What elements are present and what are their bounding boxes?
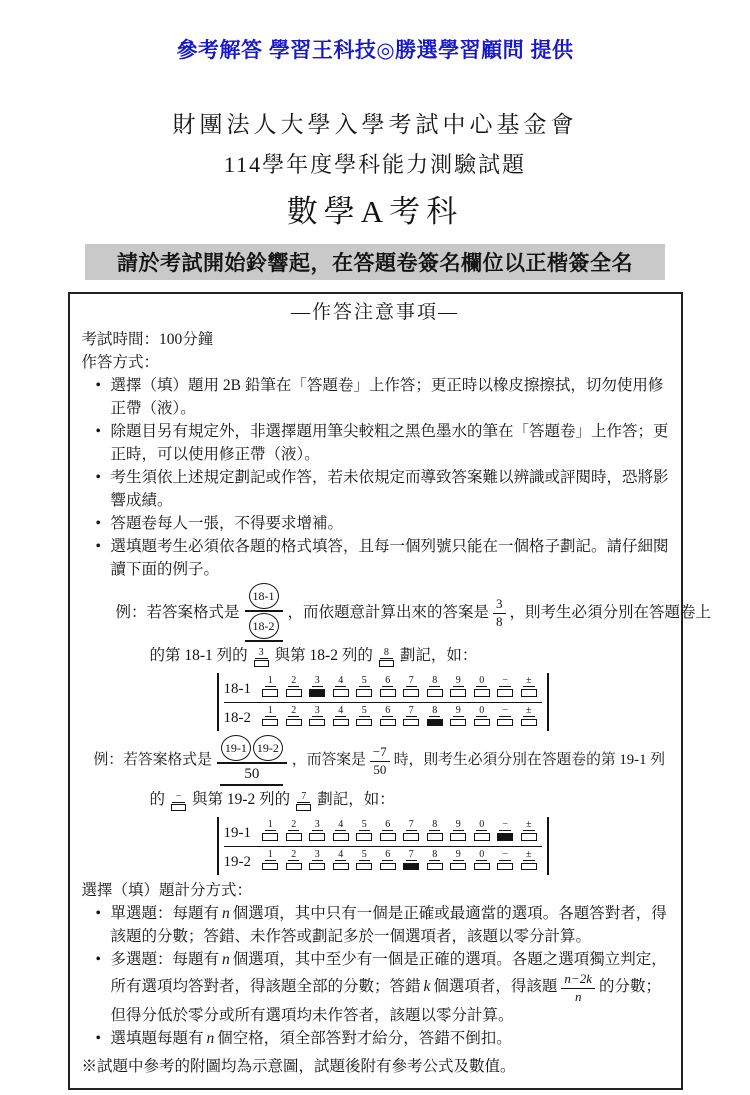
bullet-text: 選填題考生必須依各題的格式填答，且每一個列號只能在一個格子劃記。請仔細閱讀下面的例子。	[110, 538, 669, 578]
mark-cell	[517, 820, 541, 841]
bullet-text	[111, 902, 671, 948]
example-18-line2	[150, 644, 671, 667]
mark-glyph-8	[379, 648, 394, 667]
cell-digit: 3	[312, 850, 323, 861]
math-var-n: n	[206, 1030, 215, 1048]
multi-p4: 的分數；但得分低於零分或所有選項均未作答者，該題以零分計算。	[110, 978, 661, 1025]
answer-grid-row	[224, 846, 542, 876]
cell-box	[521, 833, 537, 841]
cell-box	[380, 719, 396, 727]
bullet-marker: •	[95, 1030, 101, 1048]
cell-box	[286, 833, 302, 841]
mark-cell	[353, 676, 377, 697]
example-18-line2-c: 劃記，如：	[399, 647, 478, 664]
cell-digit: −	[499, 706, 511, 717]
mark-cell	[400, 850, 424, 871]
cell-digit: 3	[312, 706, 323, 717]
fill-p2: 個空格，須全部答對才給分，答錯不倒扣。	[217, 1030, 512, 1048]
grid-row-label: 18-2	[223, 710, 251, 726]
mark-cell	[470, 676, 494, 697]
cell-digit: 2	[288, 850, 299, 861]
cell-box	[521, 719, 537, 727]
bullet-marker: •	[95, 951, 101, 968]
cell-digit: 7	[406, 850, 417, 861]
mark-glyph-digit: 3	[255, 648, 268, 659]
bullet-text: 除題目另有規定外，非選擇題用筆尖較粗之黑色墨水的筆在「答題卷」上作答；更正時，可以使用修正帶（液）。	[110, 423, 669, 463]
cell-digit: 9	[453, 850, 464, 861]
mark-glyph-3	[254, 648, 269, 667]
mark-cell	[306, 706, 330, 727]
cell-box	[497, 719, 513, 727]
cell-digit: 0	[476, 850, 487, 861]
cell-digit: 5	[359, 706, 370, 717]
bullet-marker: •	[95, 905, 101, 922]
mark-glyph-digit: 8	[380, 648, 393, 659]
cell-digit: 7	[406, 820, 417, 831]
cell-box	[356, 689, 372, 697]
mark-cell	[400, 820, 424, 841]
cell-digit: 2	[288, 706, 299, 717]
cell-digit: 4	[335, 820, 346, 831]
cell-box	[474, 689, 490, 697]
grid-row-label: 18-1	[223, 680, 251, 697]
cell-digit: 5	[359, 820, 370, 831]
cell-digit: 2	[288, 820, 299, 831]
mark-cell	[376, 820, 400, 841]
cell-digit: 9	[453, 820, 464, 831]
cell-digit: ±	[523, 850, 535, 861]
cell-box	[403, 863, 419, 871]
cell-box	[356, 863, 372, 871]
mark-glyph-7	[296, 792, 311, 811]
mark-glyph-minus	[171, 792, 186, 811]
bullet-text	[111, 1027, 671, 1050]
cell-digit: 7	[406, 706, 417, 717]
cell-box	[309, 863, 325, 871]
mark-cell	[329, 676, 353, 697]
answer-fraction-neg7-50	[370, 744, 390, 777]
mark-cell	[282, 706, 306, 727]
field-label-19-1: 19-1	[221, 735, 251, 761]
mark-cell	[329, 820, 353, 841]
cell-digit: 4	[335, 676, 346, 687]
cell-digit: 6	[382, 850, 393, 861]
cell-box	[380, 689, 396, 697]
example-19-line	[94, 735, 671, 786]
scoring-bullet-single	[96, 902, 671, 948]
example-18-line2-b: 與第 18-2 列的	[274, 647, 373, 664]
method-bullet-5	[96, 535, 671, 581]
fraction-denominator: n	[574, 988, 582, 1004]
method-bullet-2	[96, 420, 671, 466]
cell-box	[309, 719, 325, 727]
fraction-numerator: 3	[493, 596, 506, 614]
bullet-marker: •	[95, 377, 101, 394]
cell-box	[286, 719, 302, 727]
math-var-n: n	[222, 905, 230, 922]
mark-cell	[447, 676, 471, 697]
mark-cell	[376, 676, 400, 697]
example-18-line	[115, 583, 712, 642]
title-block	[0, 106, 750, 231]
fill-p1: 選填題每題有	[110, 1030, 204, 1048]
cell-box	[380, 863, 396, 871]
cell-box	[521, 689, 537, 697]
example-19-suffix: 時，則考生必須分別在答題卷的第 19-1 列	[393, 752, 666, 768]
cell-digit: 0	[476, 820, 487, 831]
cell-digit: 8	[429, 850, 440, 861]
bullet-text	[111, 948, 671, 1027]
cell-box	[333, 689, 349, 697]
bullet-marker: •	[95, 515, 101, 532]
mark-cell	[329, 850, 353, 871]
cell-box	[474, 863, 490, 871]
grid-row-label: 19-1	[223, 824, 251, 841]
cell-digit: 3	[312, 676, 323, 687]
answer-grid-row	[224, 673, 542, 702]
mark-cell	[494, 676, 518, 697]
cell-box	[262, 863, 278, 871]
single-p2: 個選項，其中只有一個是正確或最適當的選項。各題答對者，得該題的分數；答錯、未作答或劃記多於一個選項者，該題以零分計算。	[110, 905, 667, 945]
cell-digit: 3	[312, 820, 323, 831]
mark-cell	[306, 850, 330, 871]
cell-digit: 0	[476, 676, 487, 687]
exam-time-line: 考試時間：100分鐘	[81, 331, 214, 348]
format-blank-bottom	[245, 613, 283, 642]
mark-cell	[447, 850, 471, 871]
mark-cell	[517, 676, 541, 697]
mark-cell	[353, 820, 377, 841]
cell-box	[286, 863, 302, 871]
cell-digit: 8	[429, 706, 440, 717]
format-blank-top	[217, 735, 287, 764]
mark-cell	[470, 706, 494, 727]
cell-box	[380, 833, 396, 841]
cell-box	[333, 833, 349, 841]
method-bullet-1	[96, 374, 671, 420]
answer-format-figure-18	[245, 583, 283, 642]
footnote-line: ※試題中參考的附圖均為示意圖，試題後附有參考公式及數值。	[81, 1058, 516, 1076]
answer-grid-18	[217, 673, 549, 731]
mark-cell	[494, 706, 518, 727]
example-19-line2-b: 與第 19-2 列的	[192, 791, 291, 808]
subject-title: 數學A考科	[286, 194, 464, 229]
mark-cell	[259, 706, 283, 727]
math-var-k: k	[423, 978, 431, 996]
math-var-n: n	[222, 951, 230, 968]
cell-box	[521, 863, 537, 871]
cell-box	[450, 833, 466, 841]
scoring-bullet-fill	[96, 1027, 671, 1050]
mark-cell	[423, 850, 447, 871]
cell-digit: 4	[335, 850, 346, 861]
cell-digit: 8	[429, 676, 440, 687]
cell-box	[450, 719, 466, 727]
score-fraction	[561, 971, 595, 1004]
example-19-line2-a: 的	[149, 791, 166, 808]
example-19-mid: ，而答案是	[291, 752, 366, 768]
answer-grid-row	[224, 702, 542, 732]
cell-digit: 9	[453, 706, 464, 717]
field-label-19-2: 19-2	[253, 735, 283, 761]
mark-cell	[400, 676, 424, 697]
fraction-numerator: −7	[370, 744, 390, 762]
mark-glyph-box	[254, 660, 269, 667]
cell-box	[497, 833, 513, 841]
cell-box	[309, 689, 325, 697]
mark-cell	[282, 850, 306, 871]
cell-box	[262, 833, 278, 841]
mark-cell	[353, 706, 377, 727]
single-p1: 單選題：每題有	[110, 905, 220, 922]
cell-digit: 2	[288, 676, 299, 687]
cell-box	[497, 689, 513, 697]
answer-grid-row	[224, 817, 542, 846]
cell-box	[356, 719, 372, 727]
cell-digit: 1	[265, 820, 276, 831]
exam-year-title: 114學年度學科能力測驗試題	[223, 152, 527, 177]
cell-digit: 1	[265, 706, 276, 717]
multi-p2: 個選項，其中至少有一個是正確的選項。各題之選項獨立判定，所有選項均答對者，得該題全部的分數；答錯	[110, 951, 667, 996]
cell-box	[262, 689, 278, 697]
instructions-box	[68, 292, 712, 1090]
mark-glyph-box	[296, 804, 311, 811]
bullet-marker: •	[95, 538, 101, 555]
cell-digit: 6	[382, 820, 393, 831]
mark-glyph-digit: −	[172, 792, 186, 803]
cell-box	[286, 689, 302, 697]
answer-fraction-3-8	[493, 596, 506, 629]
mark-cell	[470, 850, 494, 871]
mark-cell	[306, 820, 330, 841]
organization-title: 財團法人大學入學考試中心基金會	[172, 112, 578, 137]
example-18-line2-a: 的第 18-1 列的	[149, 647, 248, 664]
cell-box	[403, 833, 419, 841]
signature-notice-bar: 請於考試開始鈴響起，在答題卷簽名欄位以正楷簽全名	[85, 244, 665, 280]
cell-digit: −	[499, 850, 511, 861]
mark-cell	[259, 850, 283, 871]
mark-cell	[376, 706, 400, 727]
mark-cell	[517, 850, 541, 871]
mark-cell	[447, 820, 471, 841]
format-denominator-50: 50	[220, 765, 283, 786]
bullet-marker: •	[95, 423, 101, 440]
answer-grid-19	[217, 817, 549, 875]
cell-box	[427, 863, 443, 871]
cell-box	[356, 833, 372, 841]
mark-cell	[353, 850, 377, 871]
provider-header: 參考解答 學習王科技◎勝選學習顧問 提供	[176, 39, 574, 62]
cell-box	[403, 689, 419, 697]
cell-box	[497, 863, 513, 871]
example-18-mid: ，而依題意計算出來的答案是	[287, 604, 490, 621]
mark-cell	[259, 820, 283, 841]
cell-box	[333, 863, 349, 871]
scoring-bullet-multi	[96, 948, 671, 1027]
cell-digit: ±	[523, 706, 535, 717]
multi-p1: 多選題：每題有	[110, 951, 220, 968]
mark-glyph-box	[379, 660, 394, 667]
cell-digit: 5	[359, 676, 370, 687]
mark-cell	[447, 706, 471, 727]
cell-digit: ±	[523, 820, 535, 831]
example-18-suffix: ，則考生必須分別在答題卷上	[509, 604, 712, 621]
cell-box	[403, 719, 419, 727]
field-label-18-2: 18-2	[249, 613, 279, 639]
cell-digit: 1	[265, 676, 276, 687]
answer-format-figure-19	[217, 735, 287, 786]
cell-digit: 4	[335, 706, 346, 717]
answer-method-label: 作答方式：	[81, 354, 160, 371]
cell-box	[309, 833, 325, 841]
cell-box	[474, 719, 490, 727]
mark-cell	[494, 850, 518, 871]
multi-p3: 個選項者，得該題	[433, 978, 558, 996]
cell-box	[427, 719, 443, 727]
cell-box	[450, 689, 466, 697]
example-19-line2-c: 劃記，如：	[317, 791, 395, 808]
fraction-denominator: 8	[496, 613, 503, 629]
cell-digit: 1	[265, 850, 276, 861]
cell-digit: 8	[429, 820, 440, 831]
cell-box	[427, 689, 443, 697]
mark-glyph-digit: 7	[297, 792, 310, 803]
cell-digit: −	[499, 820, 511, 831]
format-blank-top	[245, 583, 283, 612]
cell-box	[427, 833, 443, 841]
field-label-18-1: 18-1	[249, 583, 279, 609]
mark-cell	[376, 850, 400, 871]
method-bullet-4	[96, 512, 671, 535]
instructions-heading: —作答注意事項—	[290, 302, 459, 323]
grid-row-label: 19-2	[223, 854, 251, 870]
cell-digit: 6	[382, 676, 393, 687]
example-18-prefix: 例：若答案格式是	[115, 604, 240, 621]
cell-box	[450, 863, 466, 871]
mark-cell	[306, 676, 330, 697]
cell-digit: 7	[406, 676, 417, 687]
bullet-text: 答題卷每人一張，不得要求增補。	[110, 515, 344, 532]
cell-digit: 6	[382, 706, 393, 717]
cell-digit: 5	[359, 850, 370, 861]
method-bullet-3	[96, 466, 671, 512]
fraction-denominator: 50	[373, 761, 387, 777]
mark-cell	[517, 706, 541, 727]
mark-cell	[423, 820, 447, 841]
mark-cell	[329, 706, 353, 727]
cell-box	[333, 719, 349, 727]
cell-digit: ±	[523, 676, 535, 687]
mark-cell	[259, 676, 283, 697]
cell-digit: 9	[453, 676, 464, 687]
bullet-text: 考生須依上述規定劃記或作答，若未依規定而導致答案難以辨識或評閱時，恐將影響成績。	[110, 469, 669, 509]
mark-cell	[282, 820, 306, 841]
mark-cell	[400, 706, 424, 727]
mark-cell	[470, 820, 494, 841]
mark-glyph-box	[171, 804, 186, 811]
cell-box	[262, 719, 278, 727]
bullet-text: 選擇（填）題用 2B 鉛筆在「答題卷」上作答；更正時以橡皮擦擦拭，切勿使用修正帶（液）。	[110, 377, 664, 417]
example-19-line2	[150, 788, 671, 811]
mark-cell	[494, 820, 518, 841]
cell-digit: −	[499, 676, 511, 687]
cell-digit: 0	[476, 706, 487, 717]
mark-cell	[282, 676, 306, 697]
mark-cell	[423, 676, 447, 697]
cell-box	[474, 833, 490, 841]
fraction-numerator: n−2k	[561, 971, 595, 989]
mark-cell	[423, 706, 447, 727]
example-19-prefix: 例：若答案格式是	[93, 752, 212, 768]
scoring-section-label: 選擇（填）題計分方式：	[81, 882, 253, 899]
bullet-marker: •	[95, 469, 101, 486]
